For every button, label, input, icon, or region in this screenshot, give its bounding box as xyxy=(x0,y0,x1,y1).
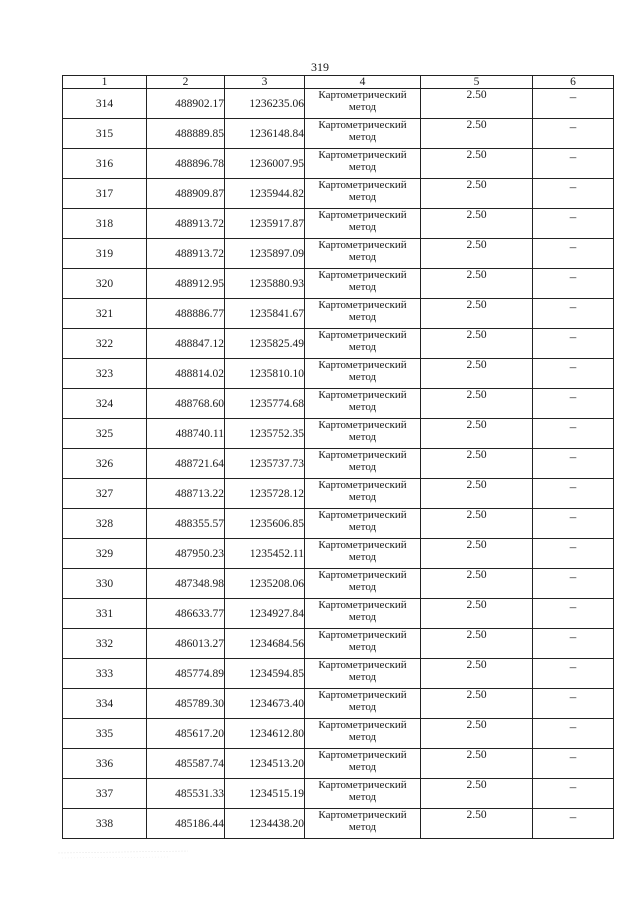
method-line2: метод xyxy=(348,731,377,743)
method-line1: Картометрический xyxy=(318,539,407,551)
column-header: 4 xyxy=(305,76,421,89)
coord-y-cell: 1235774.68 xyxy=(225,389,305,419)
method-line1: Картометрический xyxy=(318,239,407,251)
method-line2: метод xyxy=(348,701,377,713)
method-line1: Картометрический xyxy=(318,119,407,131)
table-row xyxy=(63,689,614,719)
method-cell xyxy=(305,689,421,719)
note-cell: – xyxy=(533,239,614,269)
accuracy-cell: 2.50 xyxy=(421,779,533,809)
point-number-cell: 320 xyxy=(63,269,147,299)
table-row xyxy=(63,449,614,479)
coord-x-cell: 487950.23 xyxy=(147,539,225,569)
table-row xyxy=(63,359,614,389)
accuracy-cell: 2.50 xyxy=(421,659,533,689)
method-line1: Картометрический xyxy=(318,149,407,161)
note-cell: – xyxy=(533,659,614,689)
note-cell: – xyxy=(533,569,614,599)
coord-y-cell: 1235208.06 xyxy=(225,569,305,599)
note-cell: – xyxy=(533,809,614,839)
method-line1: Картометрический xyxy=(318,779,407,791)
method-line2: метод xyxy=(348,431,377,443)
coord-x-cell: 485186.44 xyxy=(147,809,225,839)
point-number-cell: 323 xyxy=(63,359,147,389)
accuracy-cell: 2.50 xyxy=(421,419,533,449)
table-row xyxy=(63,719,614,749)
point-number-cell: 327 xyxy=(63,479,147,509)
coord-y-cell: 1234927.84 xyxy=(225,599,305,629)
method-line2: метод xyxy=(348,641,377,653)
accuracy-cell: 2.50 xyxy=(421,389,533,419)
coord-x-cell: 485587.74 xyxy=(147,749,225,779)
coord-x-cell: 485789.30 xyxy=(147,689,225,719)
table-row xyxy=(63,209,614,239)
accuracy-cell: 2.50 xyxy=(421,809,533,839)
method-cell xyxy=(305,239,421,269)
method-line2: метод xyxy=(348,401,377,413)
accuracy-cell: 2.50 xyxy=(421,179,533,209)
method-line2: метод xyxy=(348,821,377,833)
method-cell xyxy=(305,179,421,209)
method-cell xyxy=(305,509,421,539)
method-line1: Картометрический xyxy=(318,749,407,761)
coord-x-cell: 488713.22 xyxy=(147,479,225,509)
accuracy-cell: 2.50 xyxy=(421,89,533,119)
method-line2: метод xyxy=(348,791,377,803)
method-cell xyxy=(305,119,421,149)
method-line1: Картометрический xyxy=(318,689,407,701)
header-row xyxy=(63,76,614,89)
accuracy-cell: 2.50 xyxy=(421,299,533,329)
method-line2: метод xyxy=(348,581,377,593)
note-cell: – xyxy=(533,329,614,359)
note-cell: – xyxy=(533,479,614,509)
coord-x-cell: 488740.11 xyxy=(147,419,225,449)
method-line2: метод xyxy=(348,131,377,143)
method-line1: Картометрический xyxy=(318,719,407,731)
coord-y-cell: 1235452.11 xyxy=(225,539,305,569)
note-cell: – xyxy=(533,389,614,419)
coord-y-cell: 1235810.10 xyxy=(225,359,305,389)
accuracy-cell: 2.50 xyxy=(421,119,533,149)
coord-y-cell: 1234612.80 xyxy=(225,719,305,749)
table-row xyxy=(63,509,614,539)
method-cell xyxy=(305,539,421,569)
coord-y-cell: 1235825.49 xyxy=(225,329,305,359)
table-row xyxy=(63,179,614,209)
table-row xyxy=(63,599,614,629)
method-cell xyxy=(305,329,421,359)
method-line2: метод xyxy=(348,161,377,173)
accuracy-cell: 2.50 xyxy=(421,509,533,539)
accuracy-cell: 2.50 xyxy=(421,689,533,719)
method-line2: метод xyxy=(348,101,377,113)
accuracy-cell: 2.50 xyxy=(421,479,533,509)
method-line2: метод xyxy=(348,611,377,623)
accuracy-cell: 2.50 xyxy=(421,209,533,239)
point-number-cell: 315 xyxy=(63,119,147,149)
point-number-cell: 325 xyxy=(63,419,147,449)
point-number-cell: 333 xyxy=(63,659,147,689)
point-number-cell: 314 xyxy=(63,89,147,119)
accuracy-cell: 2.50 xyxy=(421,749,533,779)
note-cell: – xyxy=(533,89,614,119)
method-line2: метод xyxy=(348,521,377,533)
method-cell xyxy=(305,419,421,449)
accuracy-cell: 2.50 xyxy=(421,449,533,479)
column-header: 2 xyxy=(147,76,225,89)
method-cell xyxy=(305,359,421,389)
note-cell: – xyxy=(533,299,614,329)
point-number-cell: 318 xyxy=(63,209,147,239)
accuracy-cell: 2.50 xyxy=(421,539,533,569)
note-cell: – xyxy=(533,689,614,719)
coord-x-cell: 486633.77 xyxy=(147,599,225,629)
table-header xyxy=(63,76,614,89)
table-row xyxy=(63,269,614,299)
coord-y-cell: 1235944.82 xyxy=(225,179,305,209)
table-row xyxy=(63,749,614,779)
point-number-cell: 319 xyxy=(63,239,147,269)
coord-x-cell: 488913.72 xyxy=(147,209,225,239)
method-line1: Картометрический xyxy=(318,569,407,581)
coord-x-cell: 488909.87 xyxy=(147,179,225,209)
column-header: 5 xyxy=(421,76,533,89)
coord-y-cell: 1234684.56 xyxy=(225,629,305,659)
coord-y-cell: 1236007.95 xyxy=(225,149,305,179)
note-cell: – xyxy=(533,359,614,389)
method-cell xyxy=(305,149,421,179)
point-number-cell: 330 xyxy=(63,569,147,599)
method-line1: Картометрический xyxy=(318,419,407,431)
coord-y-cell: 1236148.84 xyxy=(225,119,305,149)
point-number-cell: 324 xyxy=(63,389,147,419)
method-cell xyxy=(305,449,421,479)
coord-x-cell: 485774.89 xyxy=(147,659,225,689)
coord-x-cell: 488889.85 xyxy=(147,119,225,149)
table-body xyxy=(63,89,614,839)
method-line1: Картометрический xyxy=(318,209,407,221)
column-header: 6 xyxy=(533,76,614,89)
point-number-cell: 336 xyxy=(63,749,147,779)
method-line2: метод xyxy=(348,311,377,323)
method-cell xyxy=(305,599,421,629)
table-row xyxy=(63,389,614,419)
accuracy-cell: 2.50 xyxy=(421,719,533,749)
point-number-cell: 321 xyxy=(63,299,147,329)
note-cell: – xyxy=(533,269,614,299)
method-line1: Картометрический xyxy=(318,269,407,281)
method-line2: метод xyxy=(348,191,377,203)
accuracy-cell: 2.50 xyxy=(421,149,533,179)
coord-y-cell: 1234594.85 xyxy=(225,659,305,689)
coord-x-cell: 488886.77 xyxy=(147,299,225,329)
coord-x-cell: 488721.64 xyxy=(147,449,225,479)
method-cell xyxy=(305,749,421,779)
method-line2: метод xyxy=(348,491,377,503)
point-number-cell: 334 xyxy=(63,689,147,719)
method-cell xyxy=(305,269,421,299)
accuracy-cell: 2.50 xyxy=(421,599,533,629)
method-line2: метод xyxy=(348,671,377,683)
method-cell xyxy=(305,299,421,329)
coord-y-cell: 1235606.85 xyxy=(225,509,305,539)
coord-x-cell: 488902.17 xyxy=(147,89,225,119)
method-cell xyxy=(305,479,421,509)
coord-x-cell: 488912.95 xyxy=(147,269,225,299)
note-cell: – xyxy=(533,509,614,539)
method-line2: метод xyxy=(348,251,377,263)
table-row xyxy=(63,119,614,149)
table-row xyxy=(63,149,614,179)
table-row xyxy=(63,809,614,839)
method-cell xyxy=(305,659,421,689)
coord-x-cell: 488896.78 xyxy=(147,149,225,179)
method-cell xyxy=(305,389,421,419)
coord-x-cell: 487348.98 xyxy=(147,569,225,599)
coord-x-cell: 488814.02 xyxy=(147,359,225,389)
point-number-cell: 337 xyxy=(63,779,147,809)
coord-y-cell: 1235841.67 xyxy=(225,299,305,329)
coord-x-cell: 485617.20 xyxy=(147,719,225,749)
method-cell xyxy=(305,719,421,749)
point-number-cell: 328 xyxy=(63,509,147,539)
point-number-cell: 331 xyxy=(63,599,147,629)
table-row xyxy=(63,539,614,569)
table-row xyxy=(63,629,614,659)
note-cell: – xyxy=(533,149,614,179)
method-cell xyxy=(305,569,421,599)
method-cell xyxy=(305,629,421,659)
table-row xyxy=(63,569,614,599)
table-row xyxy=(63,779,614,809)
note-cell: – xyxy=(533,599,614,629)
coord-y-cell: 1235728.12 xyxy=(225,479,305,509)
method-line1: Картометрический xyxy=(318,359,407,371)
note-cell: – xyxy=(533,779,614,809)
note-cell: – xyxy=(533,119,614,149)
coordinates-table xyxy=(62,75,614,839)
coord-y-cell: 1235897.09 xyxy=(225,239,305,269)
accuracy-cell: 2.50 xyxy=(421,239,533,269)
method-cell xyxy=(305,809,421,839)
method-line2: метод xyxy=(348,341,377,353)
column-header: 3 xyxy=(225,76,305,89)
method-line2: метод xyxy=(348,551,377,563)
coord-x-cell: 488913.72 xyxy=(147,239,225,269)
point-number-cell: 329 xyxy=(63,539,147,569)
method-line1: Картометрический xyxy=(318,479,407,491)
table-row xyxy=(63,299,614,329)
note-cell: – xyxy=(533,539,614,569)
point-number-cell: 335 xyxy=(63,719,147,749)
accuracy-cell: 2.50 xyxy=(421,629,533,659)
point-number-cell: 332 xyxy=(63,629,147,659)
coord-x-cell: 486013.27 xyxy=(147,629,225,659)
accuracy-cell: 2.50 xyxy=(421,269,533,299)
table-row xyxy=(63,239,614,269)
coord-x-cell: 485531.33 xyxy=(147,779,225,809)
coord-x-cell: 488355.57 xyxy=(147,509,225,539)
coord-y-cell: 1234438.20 xyxy=(225,809,305,839)
method-cell xyxy=(305,89,421,119)
note-cell: – xyxy=(533,179,614,209)
method-line1: Картометрический xyxy=(318,179,407,191)
table-row xyxy=(63,479,614,509)
coord-x-cell: 488847.12 xyxy=(147,329,225,359)
coord-y-cell: 1234513.20 xyxy=(225,749,305,779)
method-line2: метод xyxy=(348,371,377,383)
coord-y-cell: 1236235.06 xyxy=(225,89,305,119)
coord-x-cell: 488768.60 xyxy=(147,389,225,419)
table-row xyxy=(63,419,614,449)
coord-y-cell: 1235917.87 xyxy=(225,209,305,239)
method-line1: Картометрический xyxy=(318,809,407,821)
note-cell: – xyxy=(533,629,614,659)
note-cell: – xyxy=(533,449,614,479)
point-number-cell: 338 xyxy=(63,809,147,839)
accuracy-cell: 2.50 xyxy=(421,329,533,359)
method-cell xyxy=(305,779,421,809)
scan-artifact xyxy=(58,847,198,863)
note-cell: – xyxy=(533,749,614,779)
method-line1: Картометрический xyxy=(318,629,407,641)
point-number-cell: 326 xyxy=(63,449,147,479)
table-row xyxy=(63,89,614,119)
method-line2: метод xyxy=(348,461,377,473)
accuracy-cell: 2.50 xyxy=(421,359,533,389)
coord-y-cell: 1235880.93 xyxy=(225,269,305,299)
accuracy-cell: 2.50 xyxy=(421,569,533,599)
coord-y-cell: 1234673.40 xyxy=(225,689,305,719)
method-line1: Картометрический xyxy=(318,89,407,101)
method-line1: Картометрический xyxy=(318,659,407,671)
column-header: 1 xyxy=(63,76,147,89)
table-row xyxy=(63,659,614,689)
point-number-cell: 317 xyxy=(63,179,147,209)
coord-y-cell: 1234515.19 xyxy=(225,779,305,809)
coord-y-cell: 1235752.35 xyxy=(225,419,305,449)
note-cell: – xyxy=(533,419,614,449)
coord-y-cell: 1235737.73 xyxy=(225,449,305,479)
method-line1: Картометрический xyxy=(318,599,407,611)
method-cell xyxy=(305,209,421,239)
point-number-cell: 322 xyxy=(63,329,147,359)
page-number: 319 xyxy=(311,60,329,74)
method-line1: Картометрический xyxy=(318,449,407,461)
method-line1: Картометрический xyxy=(318,329,407,341)
note-cell: – xyxy=(533,209,614,239)
note-cell: – xyxy=(533,719,614,749)
table-row xyxy=(63,329,614,359)
method-line2: метод xyxy=(348,761,377,773)
method-line1: Картометрический xyxy=(318,509,407,521)
method-line1: Картометрический xyxy=(318,389,407,401)
method-line1: Картометрический xyxy=(318,299,407,311)
point-number-cell: 316 xyxy=(63,149,147,179)
method-line2: метод xyxy=(348,221,377,233)
method-line2: метод xyxy=(348,281,377,293)
